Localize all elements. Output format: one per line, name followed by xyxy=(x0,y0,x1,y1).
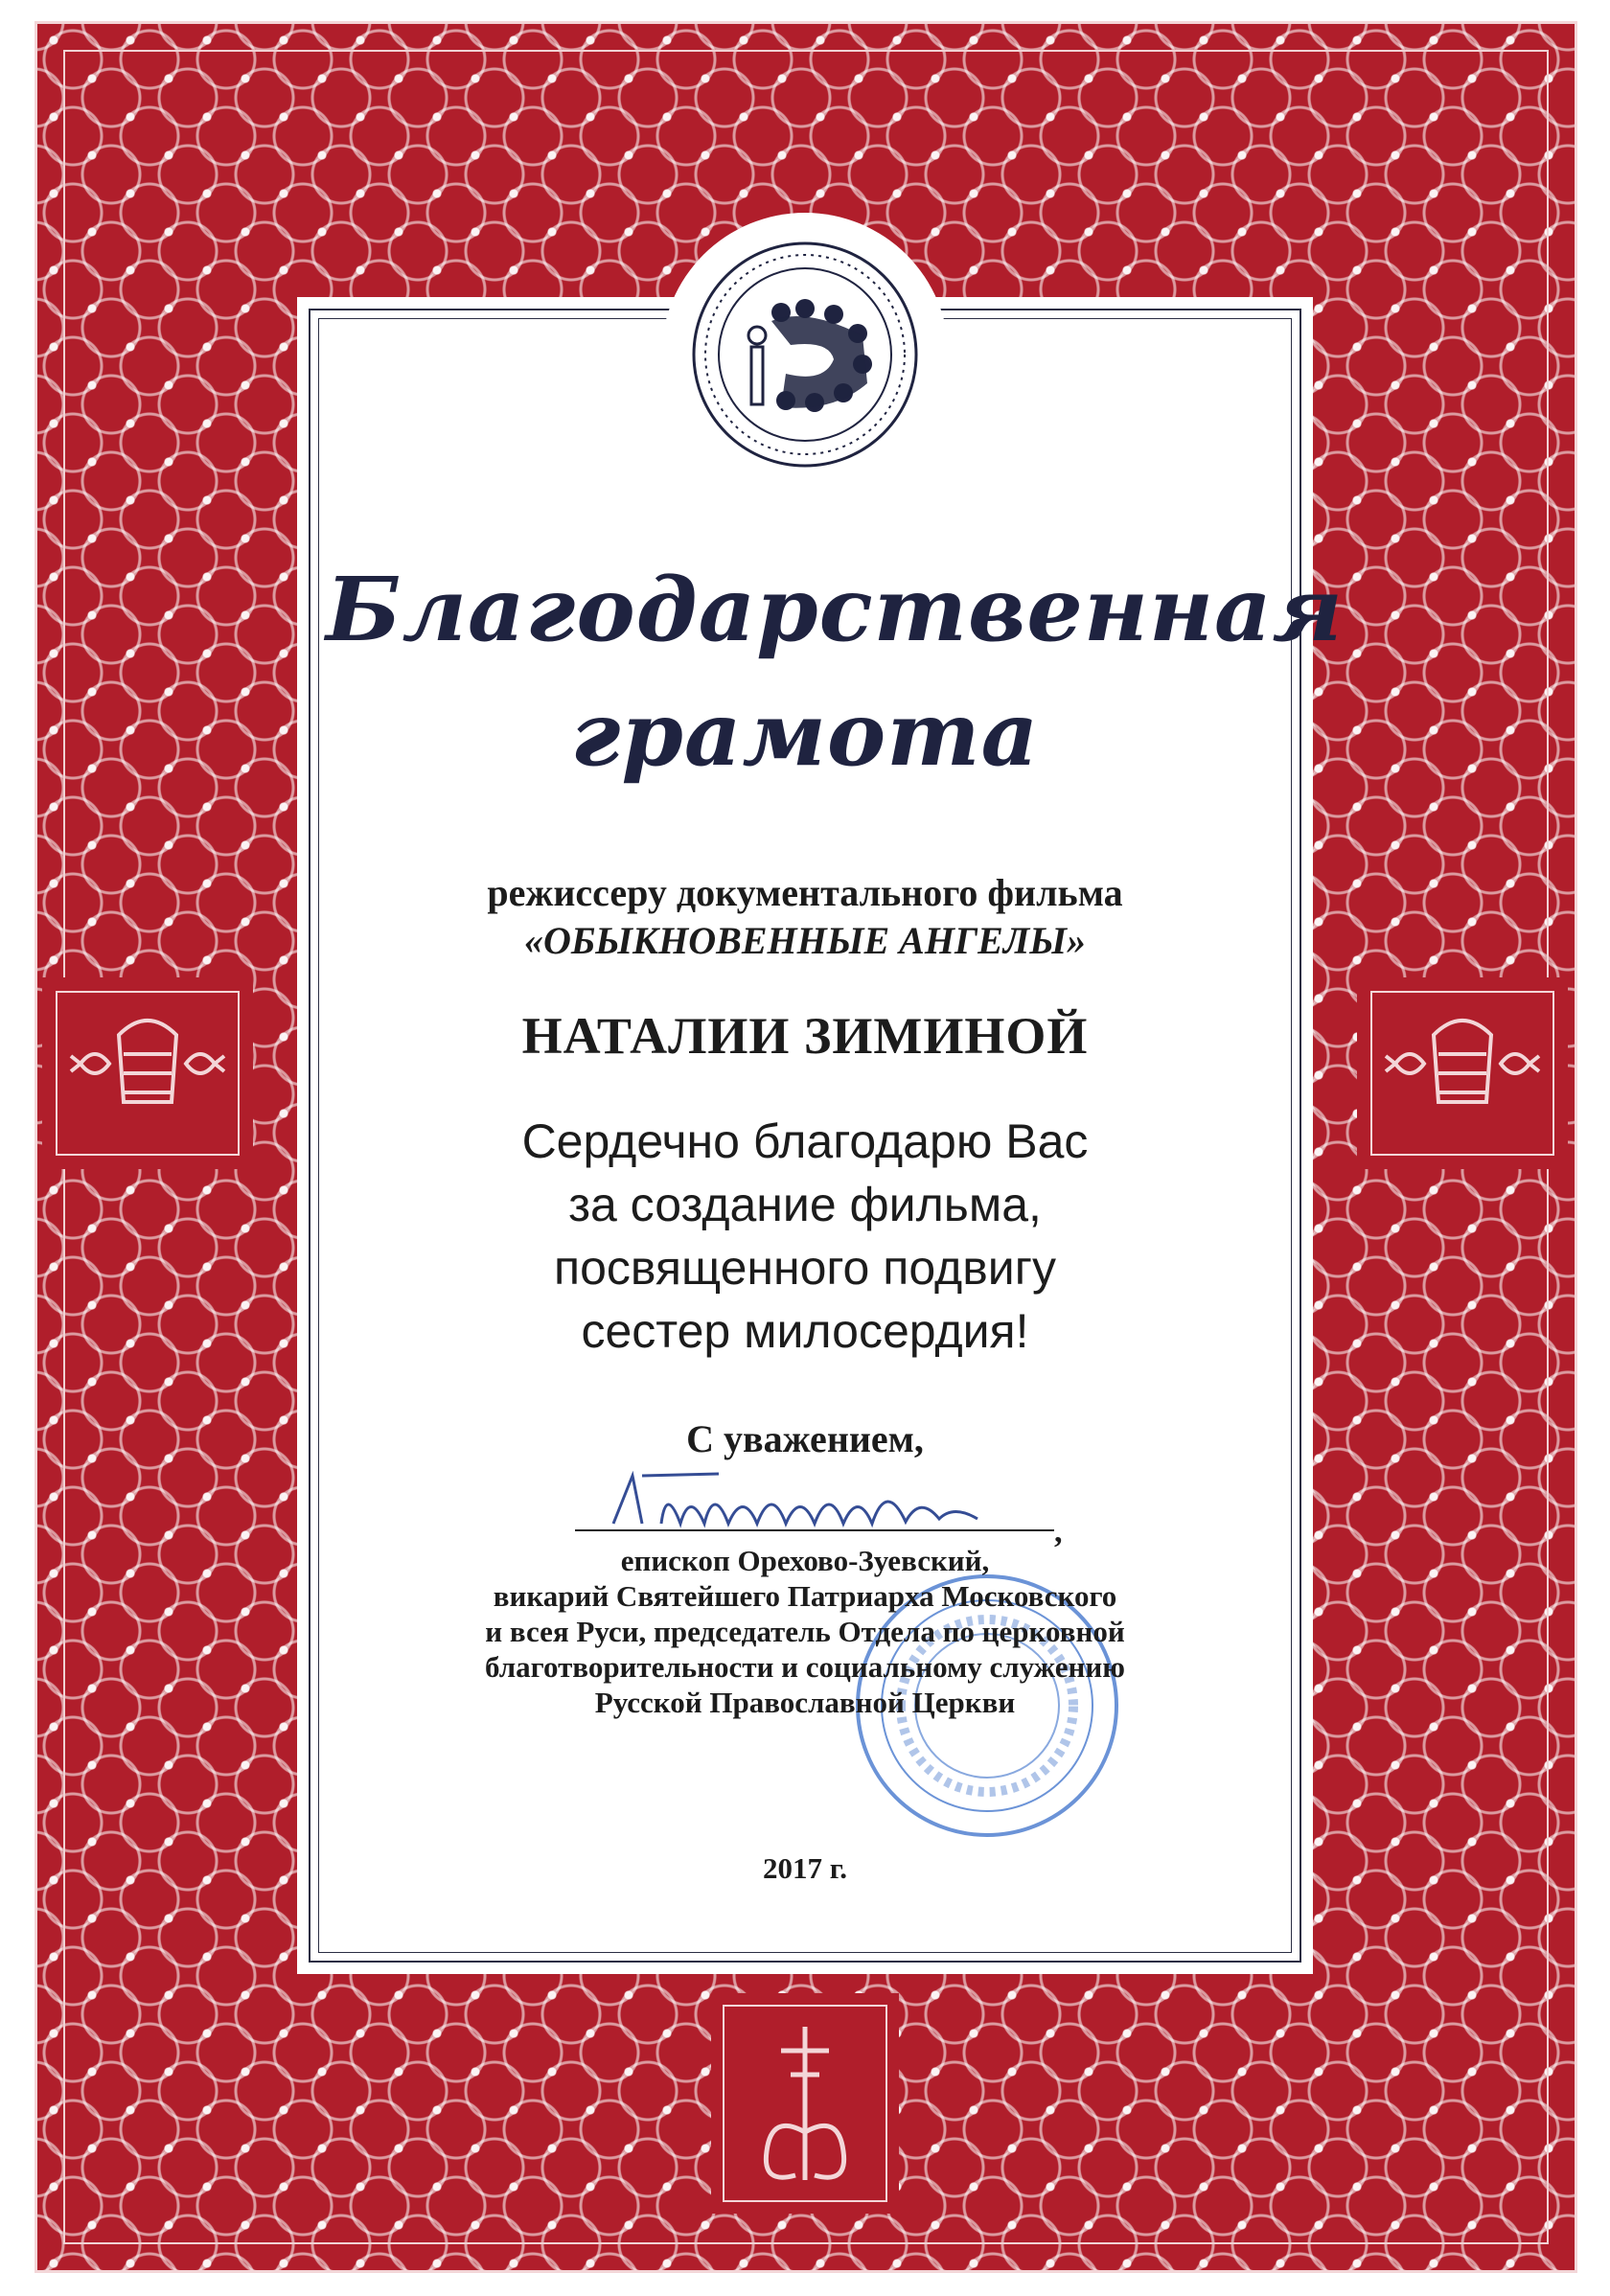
bottom-ornament-box xyxy=(711,1993,899,2214)
left-ornament-box xyxy=(42,977,253,1169)
signatory-line-3: и всея Руси, председатель Отдела по церковной xyxy=(485,1615,1125,1648)
message-line-1: Сердечно благодарю Вас xyxy=(521,1114,1089,1168)
icon-emblem xyxy=(690,240,920,470)
film-title: «ОБЫКНОВЕННЫЕ АНГЕЛЫ» xyxy=(523,919,1087,962)
signatory-line-4: благотворительности и социальному служению xyxy=(485,1650,1125,1684)
fish-bread-icon xyxy=(52,997,243,1150)
message-line-4: сестер милосердия! xyxy=(581,1304,1029,1358)
fish-bread-icon xyxy=(1367,997,1558,1150)
signatory-line-2: викарий Святейшего Патриарха Московского xyxy=(493,1579,1117,1613)
message-line-3: посвященного подвигу xyxy=(554,1241,1056,1295)
recipient-name: НАТАЛИИ ЗИМИНОЙ xyxy=(521,1007,1089,1065)
signature-line xyxy=(575,1529,1054,1531)
closing-regards: С уважением, xyxy=(686,1417,924,1460)
message-line-2: за создание фильма, xyxy=(568,1178,1042,1231)
signature xyxy=(575,1466,1054,1543)
title-line-2: грамота xyxy=(570,682,1040,786)
signature-comma: , xyxy=(1054,1514,1063,1550)
title-line-1: Благодарственная xyxy=(326,558,1344,661)
recipient-role: режиссеру документального фильма xyxy=(487,871,1123,914)
date: 2017 г. xyxy=(762,1851,848,1885)
cross-icon xyxy=(724,2008,886,2199)
right-ornament-box xyxy=(1357,977,1568,1169)
signatory-line-5: Русской Православной Церкви xyxy=(594,1686,1016,1719)
signatory-line-1: епископ Орехово-Зуевский, xyxy=(620,1544,990,1577)
